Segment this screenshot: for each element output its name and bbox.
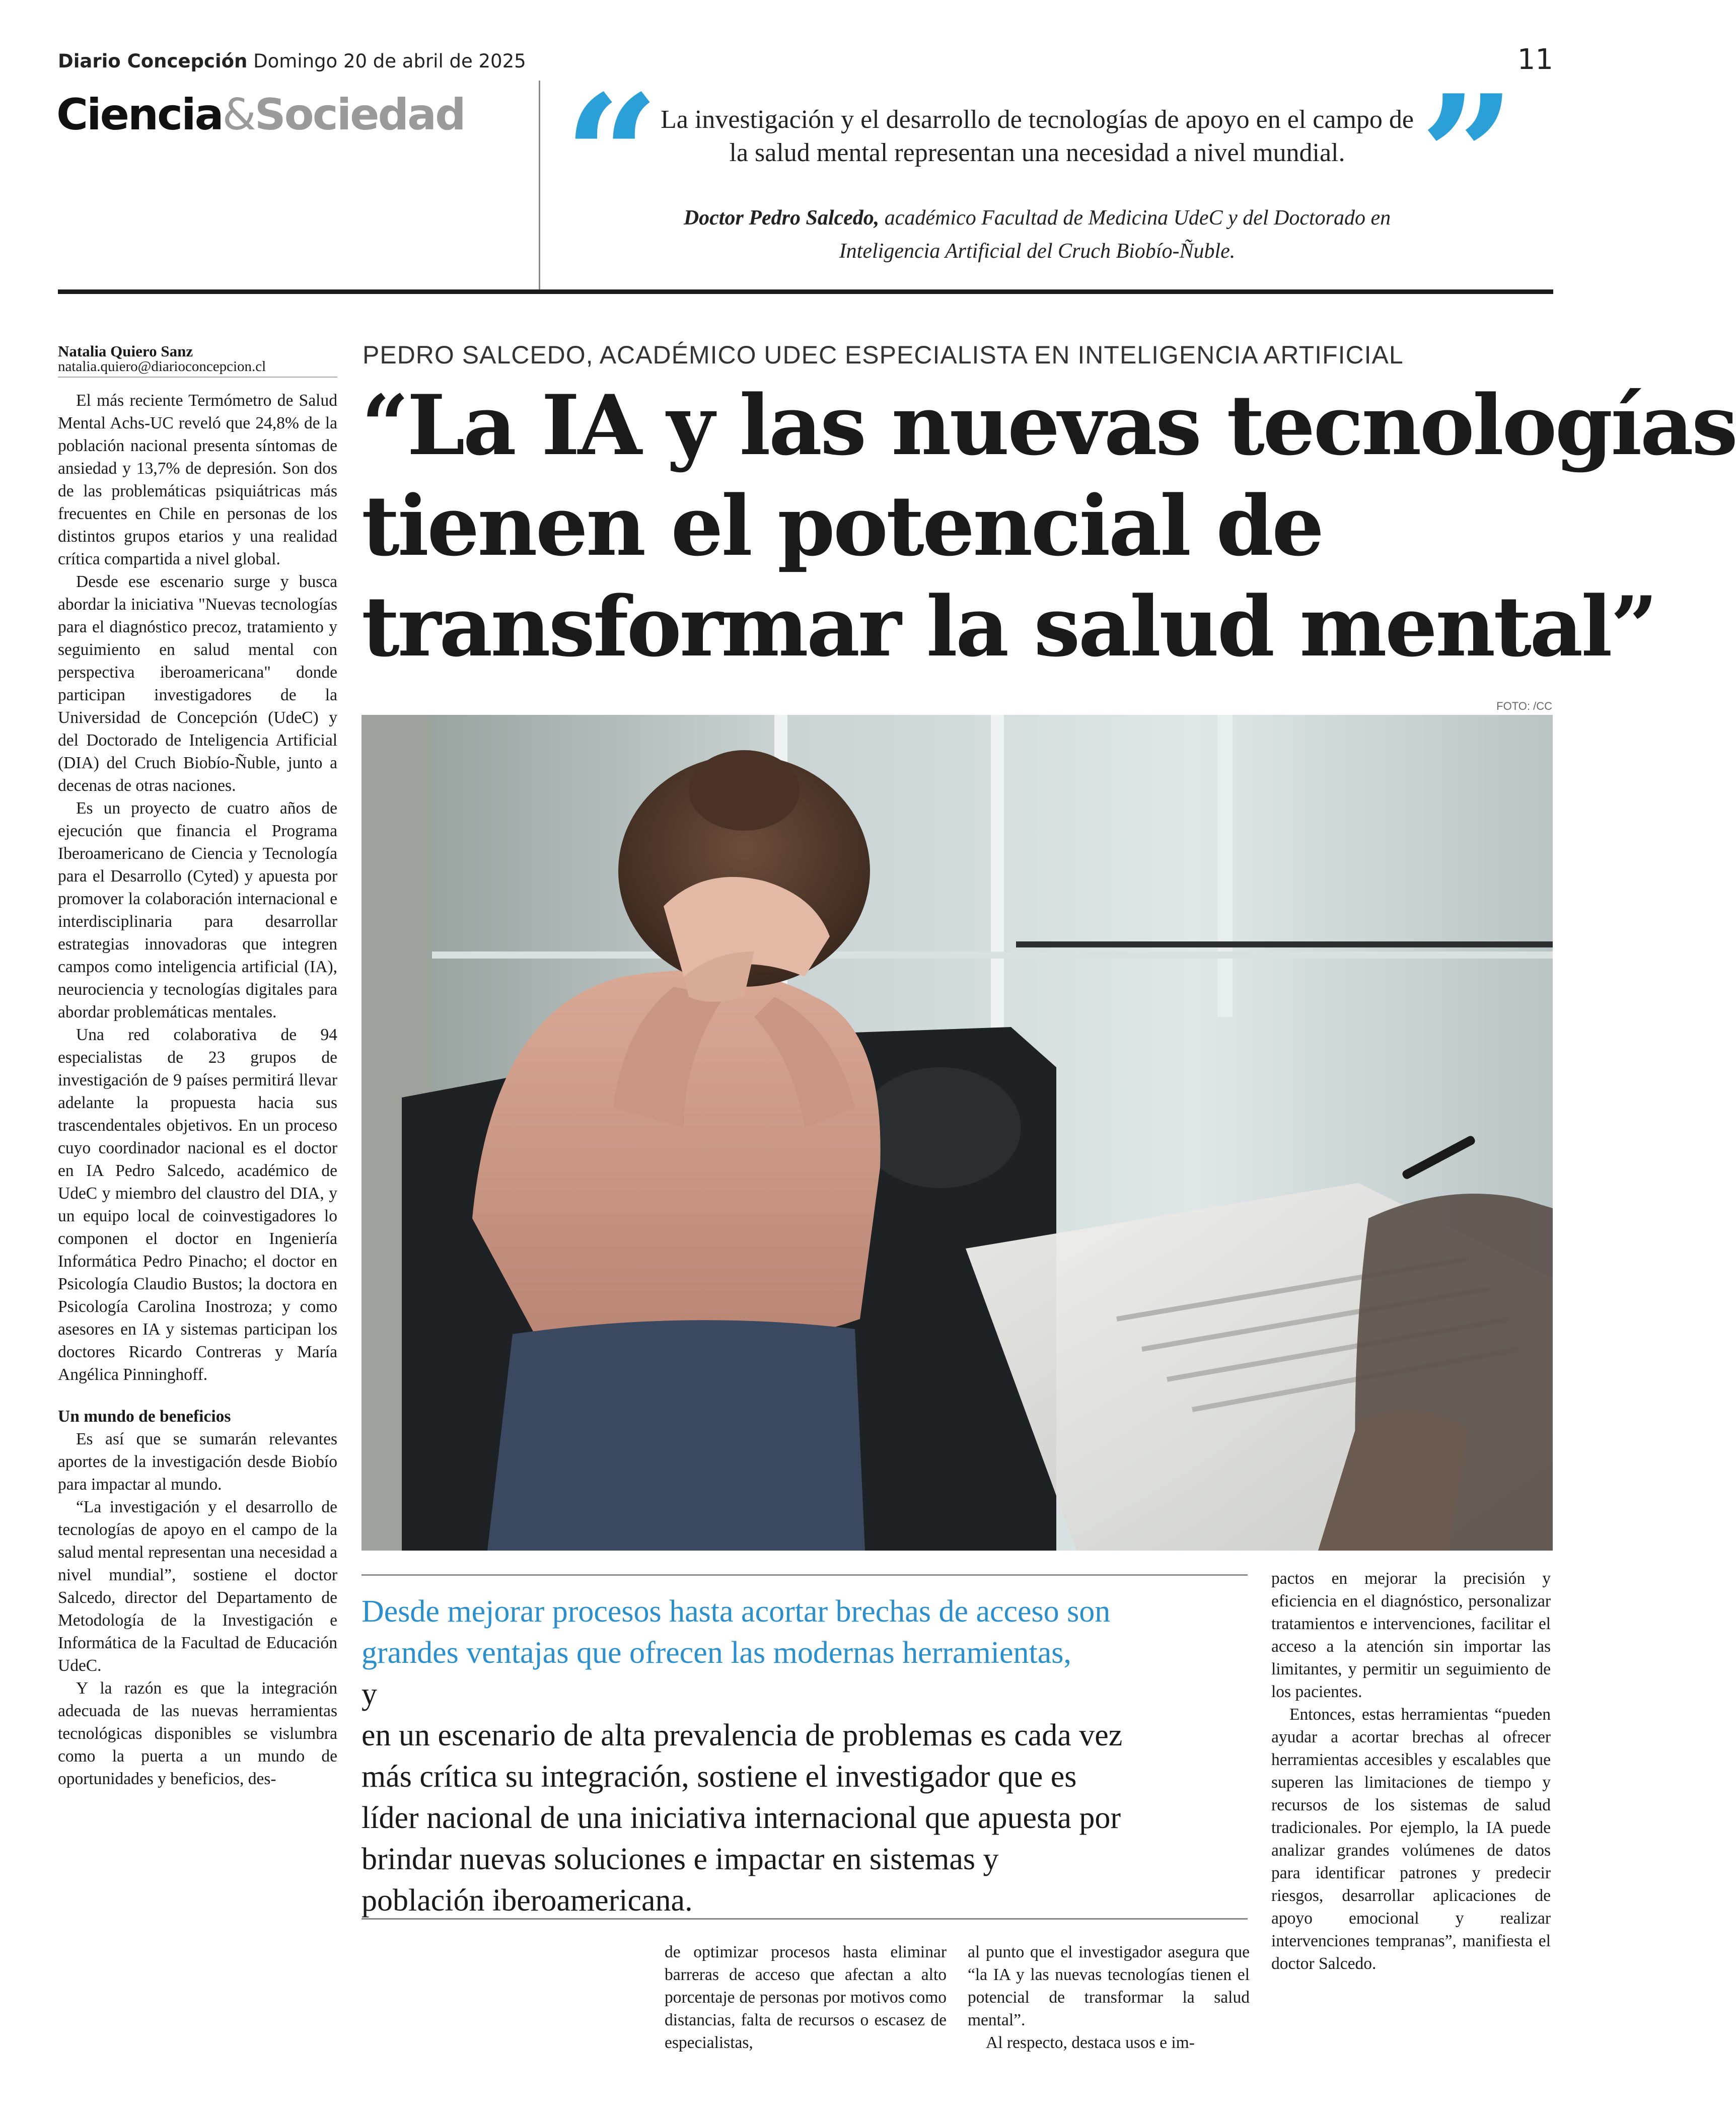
- headline-line-1: [361, 375, 1736, 476]
- lead-paragraph: [361, 1591, 1248, 1921]
- headline: [361, 375, 1736, 677]
- body-column-left: [58, 389, 337, 1790]
- dek-line: Desde mejorar procesos hasta acortar brechas de acceso son: [361, 1594, 1111, 1629]
- issue-date: Domingo 20 de abril de 2025: [253, 50, 526, 72]
- subhead: Un mundo de beneficios: [58, 1407, 231, 1426]
- dek-fragment: y: [361, 1677, 377, 1711]
- paragraph: al punto que el investigador asegura que “la IA y las nuevas tecnologías tienen el potencial de transformar la salud mental”.: [968, 1943, 1250, 2029]
- dek-line: población iberoamericana.: [361, 1883, 693, 1918]
- paragraph: Desde ese escenario surge y busca abordar la iniciativa "Nuevas tecnologías para el diagnóstico precoz, tratamiento y seguimiento en salud mental con perspectiva iberoamericana" donde participan investigadores de la Universidad de Concepción (UdeC) y del Doctorado de Inteligencia Artificial (DIA) del Cruch Biobío-Ñuble, junto a decenas de otras naciones.: [58, 572, 337, 795]
- masthead: [58, 50, 526, 72]
- pull-quote-attribution: [649, 201, 1425, 268]
- byline-author: Natalia Quiero Sanz: [58, 342, 193, 360]
- close-quote-icon: ”: [1420, 58, 1515, 254]
- newspaper-name: Diario Concepción: [58, 50, 248, 72]
- headline-fragment: nuevas tecnologías: [891, 377, 1736, 474]
- paragraph: Una red colaborativa de 94 especialistas de 23 grupos de investigación de 9 países permitirá llevar adelante la propuesta hacia sus trascendentales objetivos. En un proceso cuyo coordinador nacional es el doctor en IA Pedro Salcedo, académico de UdeC y miembro del claustro del DIA, y un equipo local de coinvestigadores lo componen el doctor en Ingeniería Informática Pedro Pinacho; el doctor en Psicología Claudio Bustos; la doctora en Psicología Carolina Inostroza; y como asesores en IA y sistemas participan los doctores Ricardo Contreras y María Angélica Pinninghoff.: [58, 1025, 337, 1384]
- section-title-ampersand: &: [222, 90, 255, 140]
- byline-rule: [58, 377, 337, 378]
- byline-email[interactable]: natalia.quiero@diarioconcepcion.cl: [58, 358, 266, 375]
- paragraph: Es un proyecto de cuatro años de ejecución que financia el Programa Iberoamericano de Ciencia y Tecnología para el Desarrollo (Cyted) y apuesta por promover la colaboración internacional e interdisciplinaria para desarrollar estrategias innovadoras que integren campos como inteligencia artificial (IA), neurociencia y tecnologías digitales para abordar problemáticas mentales.: [58, 799, 337, 1021]
- headline-fragment: salud mental: [1034, 578, 1611, 675]
- header-divider: [539, 81, 540, 289]
- headline-line-2: tienen el potencial de: [361, 477, 1323, 574]
- body-column-c: [968, 1941, 1250, 2054]
- headline-fragment: y las: [639, 377, 892, 474]
- kicker: PEDRO SALCEDO, ACADÉMICO UDEC ESPECIALISTA EN INTELIGENCIA ARTIFICIAL: [363, 341, 1404, 369]
- open-quote-icon: “: [564, 58, 660, 254]
- headline-fragment: “La: [361, 377, 542, 474]
- pull-quote-author: Doctor Pedro Salcedo,: [683, 206, 880, 230]
- dek-rule-bottom: [361, 1918, 1248, 1920]
- dek-rule-top: [361, 1574, 1248, 1576]
- paragraph: Es así que se sumarán relevantes aportes de la investigación desde Biobío para impactar al mundo.: [58, 1430, 337, 1494]
- paragraph: Y la razón es que la integración adecuada de las nuevas herramientas tecnológicas disponibles se vislumbra como la puerta a un mundo de oportunidades y beneficios, des-: [58, 1679, 337, 1788]
- paragraph: Al respecto, destaca usos e im-: [986, 2033, 1195, 2052]
- paragraph: “La investigación y el desarrollo de tecnologías de apoyo en el campo de la salud mental representan una necesidad a nivel mundial”, sostiene el doctor Salcedo, director del Departamento de Metodología de la Investigación e Informática de la Facultad de Educación UdeC.: [58, 1498, 337, 1675]
- dek-line: brindar nuevas soluciones e impactar en sistemas y: [361, 1842, 999, 1876]
- section-title-sociedad: Sociedad: [254, 90, 465, 140]
- dek-line: más crítica su integración, sostiene el investigador que es: [361, 1760, 1077, 1794]
- headline-fragment: la: [899, 578, 1034, 675]
- section-title-ciencia: Ciencia: [56, 90, 223, 140]
- headline-line-3: [361, 576, 1656, 677]
- pull-quote-role: académico Facultad de Medicina UdeC y del Doctorado en Inteligencia Artificial del Cruch Biobío-Ñuble.: [839, 206, 1391, 263]
- paragraph: El más reciente Termómetro de Salud Mental Achs-UC reveló que 24,8% de la población nacional presenta síntomas de ansiedad y 13,7% de depresión. Son dos de las problemáticas psiquiátricas más frecuentes en Chile en personas de los distintos grupos etarios y una realidad crítica compartida a nivel global.: [58, 391, 337, 568]
- paragraph: de optimizar procesos hasta eliminar barreras de acceso que afectan a alto porcentaje de personas por motivos como distancias, falta de recursos o escasez de especialistas,: [665, 1943, 947, 2052]
- page-number: 11: [1517, 43, 1553, 76]
- header-rule: [58, 289, 1553, 294]
- article-photo: [361, 715, 1553, 1551]
- paragraph: Entonces, estas herramientas “pueden ayudar a acortar brechas al ofrecer herramientas accesibles y escalables que superen las limitaciones de tiempo y recursos de los sistemas de salud tradicionales. Por ejemplo, la IA puede analizar grandes volúmenes de datos para identificar patrones y predecir riesgos, desarrollar aplicaciones de apoyo emocional y realizar intervenciones tempranas”, manifiesta el doctor Salcedo.: [1271, 1705, 1551, 1973]
- headline-fragment: IA: [541, 377, 640, 474]
- dek-line: líder nacional de una iniciativa internacional que apuesta por: [361, 1801, 1121, 1835]
- headline-fragment: transformar: [361, 578, 900, 675]
- dek-line: [361, 1632, 1248, 1715]
- body-column-right: [1271, 1567, 1551, 1975]
- paragraph: pactos en mejorar la precisión y eficiencia en el diagnóstico, personalizar tratamientos e intervenciones, facilitar el acceso a la atención sin importar las limitantes, y permitir un seguimiento de los pacientes.: [1271, 1569, 1551, 1701]
- headline-fragment: ”: [1610, 578, 1656, 675]
- section-title: [56, 90, 465, 140]
- dek-line: en un escenario de alta prevalencia de problemas es cada vez: [361, 1718, 1123, 1752]
- photo-credit: FOTO: /CC: [1496, 700, 1552, 712]
- dek-highlight: grandes ventajas que ofrecen las modernas herramientas,: [361, 1636, 1071, 1670]
- pull-quote-text: La investigación y el desarrollo de tecnologías de apoyo en el campo de la salud mental representan una necesidad a nivel mundial.: [661, 105, 1414, 167]
- body-column-b: [665, 1941, 947, 2054]
